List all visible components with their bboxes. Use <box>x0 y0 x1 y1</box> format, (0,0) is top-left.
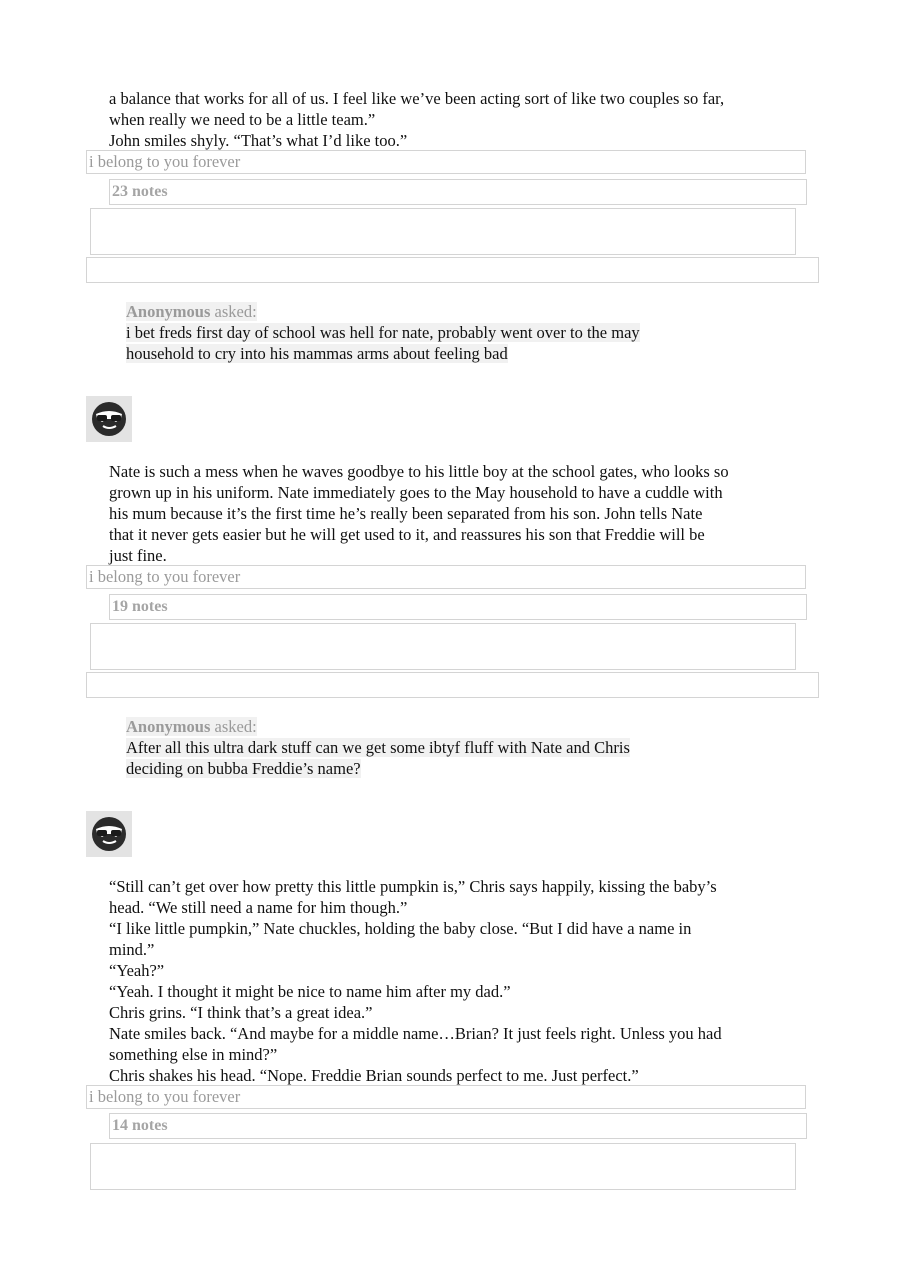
post3-empty-frame <box>90 1143 796 1190</box>
blog-avatar[interactable] <box>86 396 132 442</box>
ask2-asker-link[interactable]: Anonymous <box>126 717 211 736</box>
post1-line: when really we need to be a little team.” <box>109 110 376 129</box>
blog-avatar[interactable] <box>86 811 132 857</box>
post3-line: “Yeah. I thought it might be nice to name him after my dad.” <box>109 982 511 1001</box>
post2-line: just fine. <box>109 546 167 565</box>
post2-line: grown up in his uniform. Nate immediately goes to the May household to have a cuddle with <box>109 483 723 502</box>
post2-notes-link[interactable]: 19 notes <box>109 594 807 620</box>
post1-line: John smiles shyly. “That’s what I’d like too.” <box>109 131 408 150</box>
ask1-question-line <box>126 322 640 343</box>
post2-empty-bar <box>86 672 819 698</box>
post3-line: Nate smiles back. “And maybe for a middle name…Brian? It just feels right. Unless you had <box>109 1024 722 1043</box>
post2-line: Nate is such a mess when he waves goodbye to his little boy at the school gates, who looks so <box>109 462 729 481</box>
ask1-header <box>126 301 257 322</box>
post2-line: his mum because it’s the first time he’s really been separated from his son. John tells Nate <box>109 504 703 523</box>
post3-line: “Yeah?” <box>109 961 165 980</box>
post1-tag-link[interactable]: i belong to you forever <box>86 150 806 174</box>
ask2-header <box>126 716 257 737</box>
ask1-question-text: i bet freds first day of school was hell for nate, probably went over to the may <box>126 323 640 342</box>
post3-notes-link[interactable]: 14 notes <box>109 1113 807 1139</box>
sunglasses-face-icon <box>90 400 128 438</box>
post1-notes-link[interactable]: 23 notes <box>109 179 807 205</box>
ask2-question-text: After all this ultra dark stuff can we get some ibtyf fluff with Nate and Chris <box>126 738 630 757</box>
post1-empty-bar <box>86 257 819 283</box>
post3-line: something else in mind?” <box>109 1045 278 1064</box>
ask2-question-line <box>126 758 361 779</box>
post3-line: head. “We still need a name for him though.” <box>109 898 408 917</box>
post3-line: Chris shakes his head. “Nope. Freddie Brian sounds perfect to me. Just perfect.” <box>109 1066 639 1085</box>
sunglasses-face-icon <box>90 815 128 853</box>
post3-line: “I like little pumpkin,” Nate chuckles, holding the baby close. “But I did have a name in <box>109 919 692 938</box>
ask1-asker-link[interactable]: Anonymous <box>126 302 211 321</box>
post3-tag-link[interactable]: i belong to you forever <box>86 1085 806 1109</box>
post3-line: “Still can’t get over how pretty this little pumpkin is,” Chris says happily, kissing the baby’s <box>109 877 717 896</box>
post2-line: that it never gets easier but he will get used to it, and reassures his son that Freddie will be <box>109 525 705 544</box>
ask1-asked-label: asked: <box>210 302 257 321</box>
post1-empty-frame <box>90 208 796 255</box>
post2-empty-frame <box>90 623 796 670</box>
post2-tag-link[interactable]: i belong to you forever <box>86 565 806 589</box>
ask2-asked-label: asked: <box>210 717 257 736</box>
ask2-question-text: deciding on bubba Freddie’s name? <box>126 759 361 778</box>
post3-line: mind.” <box>109 940 155 959</box>
ask1-question-line <box>126 343 508 364</box>
ask2-question-line <box>126 737 630 758</box>
post3-line: Chris grins. “I think that’s a great idea.” <box>109 1003 373 1022</box>
ask1-question-text: household to cry into his mammas arms about feeling bad <box>126 344 508 363</box>
post1-line: a balance that works for all of us. I feel like we’ve been acting sort of like two couples so far, <box>109 89 725 108</box>
